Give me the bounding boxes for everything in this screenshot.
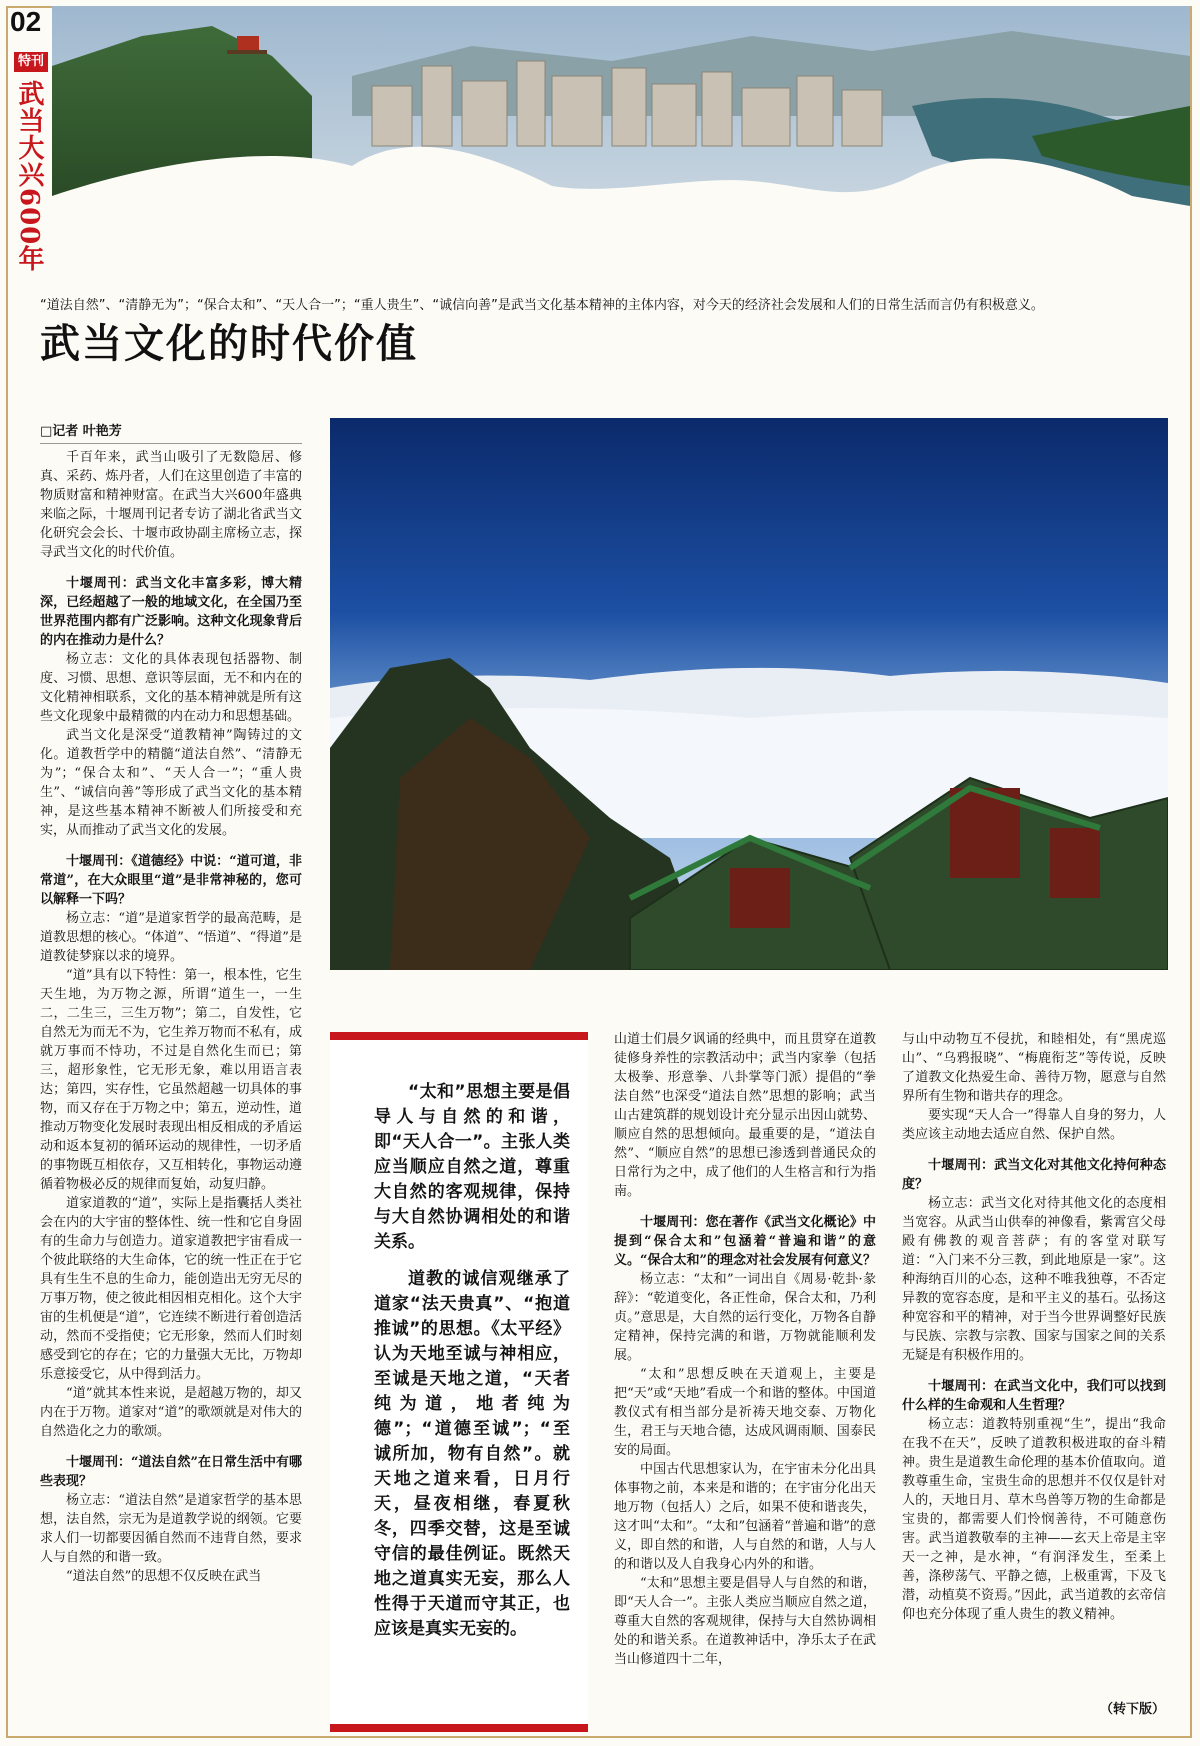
answer: 杨立志：“道”是道家哲学的最高范畴，是道教思想的核心。“体道”、“悟道”、“得道”是道教徒梦寐以求的境界。	[40, 911, 302, 964]
answer: 杨立志：文化的具体表现包括器物、制度、习惯、思想、意识等层面，无不和内在的文化精神相联系，文化的基本精神就是所有这些文化现象中最精微的内在动力和思想基础。	[40, 652, 302, 724]
pull-quote-2: 道教的诚信观继承了道家“法天贵真”、“抱道推诚”的思想。《太平经》认为天地至诚与神相应，至诚是天地之道，“天者纯为道，地者纯为德”；“道德至诚”；“至诚所加，物有自然”。就天地之道来看，日月行天，昼夜相继，春夏秋冬，四季交替，这是至诚守信的最佳例证。既然天地之道真实无妄，那么人性得于天道而守其正，也应该是真实无妄的。	[374, 1269, 570, 1639]
paragraph: 与山中动物互不侵扰，和睦相处，有“黑虎巡山”、“乌鸦报晓”、“梅鹿衔芝”等传说，反映了道教文化热爱生命、善待万物，愿意与自然界所有生物和谐共存的理念。	[902, 1032, 1166, 1104]
question: 十堰周刊：您在著作《武当文化概论》中提到“保合太和”包涵着“普遍和谐”的意义。“保合太和”的理念对社会发展有何意义？	[614, 1215, 876, 1268]
column-3	[614, 1030, 876, 1669]
paragraph: “道法自然”的思想不仅反映在武当	[66, 1569, 262, 1584]
paragraph: 中国古代思想家认为，在宇宙未分化出具体事物之前，本来是和谐的；在宇宙分化出天地万物（包括人）之后，如果不使和谐丧失，这才叫“太和”。“太和”包涵着“普遍和谐”的意义，即自然的和谐，人与自然的和谐，人与人的和谐以及人自我身心内外的和谐。	[614, 1462, 876, 1572]
column-1	[40, 448, 302, 1586]
continued-marker: （转下版）	[1100, 1702, 1166, 1717]
lead-paragraph: “道法自然”、“清静无为”；“保合太和”、“天人合一”；“重人贵生”、“诚信向善”是武当文化基本精神的主体内容，对今天的经济社会发展和人们的日常生活而言仍有积极意义。	[40, 298, 1044, 313]
intro-paragraph: 千百年来，武当山吸引了无数隐居、修真、采药、炼丹者，人们在这里创造了丰富的物质财富和精神财富。在武当大兴600年盛典来临之际，十堰周刊记者专访了湖北省武当文化研究会会长、十堰市政协副主席杨立志，探寻武当文化的时代价值。	[40, 450, 302, 560]
special-edition-tag: 特刊	[14, 52, 48, 72]
question: 十堰周刊：《道德经》中说：“道可道，非常道”，在大众眼里“道”是非常神秘的，您可以解释一下吗？	[40, 854, 302, 907]
answer: 杨立志：“道法自然”是道家哲学的基本思想，法自然，宗无为是道教学说的纲领。它要求人们一切都要因循自然而不违背自然，要求人与自然的和谐一致。	[40, 1493, 302, 1565]
question: 十堰周刊：武当文化对其他文化持何种态度？	[902, 1158, 1166, 1192]
question: 十堰周刊：在武当文化中，我们可以找到什么样的生命观和人生哲理？	[902, 1379, 1166, 1413]
paragraph: 要实现“天人合一”得靠人自身的努力，人类应该主动地去适应自然、保护自然。	[902, 1108, 1166, 1142]
paragraph: 山道士们晨夕讽诵的经典中，而且贯穿在道教徒修身养性的宗教活动中；武当内家拳（包括太极拳、形意拳、八卦掌等门派）提倡的“拳法自然”也深受“道法自然”思想的影响；武当山古建筑群的规划设计充分显示出因山就势、顺应自然的思想倾向。最重要的是，“道法自然”、“顺应自然”的思想已渗透到普通民众的日常行为之中，成了他们的人生格言和行为指南。	[614, 1032, 876, 1199]
paragraph: “道”具有以下特性：第一，根本性，它生天生地，为万物之源，所谓“道生一，一生二，二生三，三生万物”；第二，自发性，它自然无为而无不为，它生养万物而不私有，成就万事而不恃功，不过是自然化生而已；第三，超形象性，它无形无象，难以用语言表达；第四，实存性，它虽然超越一切具体的事物，而又存在于万物之中；第五，逆动性，道推动万物变化发展时表现出相反相成的矛盾运动和返本复初的循环运动的规律性，一切矛盾的事物既互相依存，又互相转化，事物运动遵循着物极必反的规律而复始，动复归静。	[40, 968, 302, 1192]
page-number: 02	[10, 6, 42, 37]
column-4	[902, 1030, 1166, 1624]
series-title: 武当大兴600年	[14, 80, 44, 273]
question: 十堰周刊：“道法自然”在日常生活中有哪些表现？	[40, 1455, 302, 1489]
paragraph: “太和”思想反映在天道观上，主要是把“天”或“天地”看成一个和谐的整体。中国道教仪式有相当部分是祈祷天地交泰、万物化生，君王与天地合德，达成风调雨顺、国泰民安的局面。	[614, 1367, 876, 1458]
byline: □记者 叶艳芳	[40, 420, 302, 444]
answer: 杨立志：道教特别重视“生”，提出“我命在我不在天”，反映了道教积极进取的奋斗精神。贵生是道教生命伦理的基本价值取向。道教尊重生命，宝贵生命的思想并不仅仅是针对人的，天地日月、草木鸟兽等万物的生命都是宝贵的，都需要人们怜悯善待，不可随意伤害。武当道教敬奉的主神——玄天上帝是主宰天一之神，是水神，“有润泽发生，至柔上善，涤秽荡气、平静之德，上极重霄，下及飞潜，动植莫不资焉。”因此，武当道教的玄帝信仰也充分体现了重人贵生的教义精神。	[902, 1417, 1166, 1622]
pull-quote-top-bar	[330, 1032, 588, 1040]
headline: 武当文化的时代价值	[40, 320, 418, 367]
paragraph: “道”就其本性来说，是超越万物的，却又内在于万物。道家对“道”的歌颂就是对伟大的自然造化之力的歌颂。	[40, 1386, 302, 1439]
paragraph: 武当文化是深受“道教精神”陶铸过的文化。道教哲学中的精髓“道法自然”、“清静无为”；“保合太和”、“天人合一”；“重人贵生”、“诚信向善”等形成了武当文化的基本精神，是这些基本精神不断被人们所接受和充实，从而推动了武当文化的发展。	[40, 728, 302, 838]
paragraph: 道家道教的“道”，实际上是指囊括人类社会在内的大宇宙的整体性、统一性和它自身固有的生命力与创造力。道家道教把宇宙看成一个彼此联络的大生命体，它的统一性正在于它具有生生不息的生命力，能创造出无穷无尽的万事万物，使之彼此相因相克相化。这个大宇宙的生机便是“道”，它连续不断进行着创造活动，然而不受指使；它无形象，然而人们时刻感受到它的存在；它的力量强大无比，万物却乐意接受它，从中得到活力。	[40, 1196, 302, 1382]
landscape-banner-image	[52, 6, 1190, 286]
pull-quote-1: “太和”思想主要是倡导人与自然的和谐，即“天人合一”。主张人类应当顺应自然之道，尊重大自然的客观规律，保持与大自然协调相处的和谐关系。	[374, 1082, 570, 1252]
pull-quote-bottom-bar	[330, 1724, 588, 1732]
question: 十堰周刊：武当文化丰富多彩，博大精深，已经超越了一般的地域文化，在全国乃至世界范围内都有广泛影响。这种文化现象背后的内在推动力是什么？	[40, 576, 302, 648]
answer: 杨立志：“太和”一词出自《周易·乾卦·彖辞》：“乾道变化，各正性命，保合太和，乃利贞。”意思是，大自然的运行变化，万物各自静定精神，保持完满的和谐，万物就能顺利发展。	[614, 1272, 876, 1363]
pull-quote-box	[330, 1032, 588, 1732]
wudang-sea-of-clouds-photo	[330, 418, 1168, 970]
paragraph: “太和”思想主要是倡导人与自然的和谐，即“天人合一”。主张人类应当顺应自然之道，尊重大自然的客观规律，保持与大自然协调相处的和谐关系。在道教神话中，净乐太子在武当山修道四十二年，	[614, 1576, 876, 1667]
answer: 杨立志：武当文化对待其他文化的态度相当宽容。从武当山供奉的神像看，紫霄宫父母殿有佛教的观音菩萨；有的客堂对联写道：“入门来不分三教，到此地原是一家”。这种海纳百川的心态，这种不唯我独尊，不否定异教的宽容态度，是和平主义的基石。弘扬这种宽容和平的精神，对于当今世界调整好民族与民族、宗教与宗教、国家与国家之间的关系无疑是有积极作用的。	[902, 1196, 1166, 1363]
